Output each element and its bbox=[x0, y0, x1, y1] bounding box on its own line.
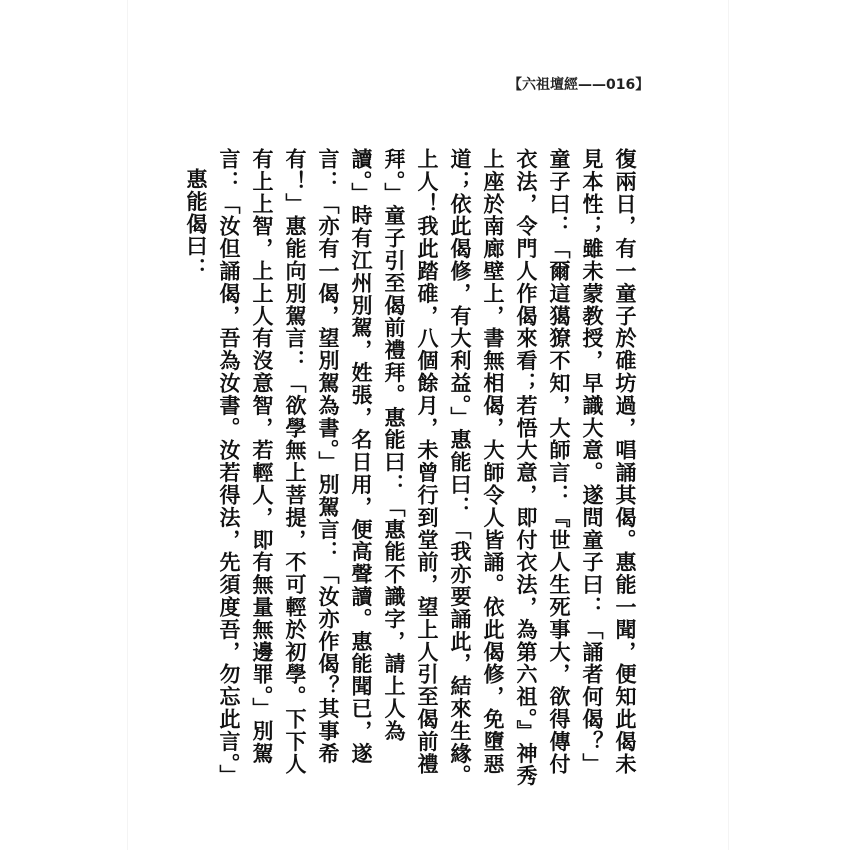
narrative-paragraph: 復兩日，有一童子於碓坊過，唱誦其偈。惠能一聞，便知此偈未見本性；雖未蒙教授，早識大意。遂問童子曰：「誦者何偈？」童子曰：「爾這獦獠不知，大師言：『世人生死事大，欲得傳付衣法，令門人作偈來看；若悟大意，即付衣法，為第六祖。』神秀上座於南廊壁上，書無相偈，大師令人皆誦。依此偈修，免墮惡道；依此偈修，有大利益。」惠能曰：「我亦要誦此，結來生緣。上人！我此踏碓，八個餘月，未曾行到堂前，望上人引至偈前禮拜。」童子引至偈前禮拜。惠能曰：「惠能不識字，請上人為讀。」時有江州別駕，姓張，名日用，便高聲讀。惠能聞已，遂言：「亦有一偈，望別駕為書。」別駕言：「汝亦作偈？其事希有！」惠能向別駕言：「欲學無上菩提，不可輕於初學。下下人有上上智，上上人有沒意智，若輕人，即有無量無邊罪。」別駕言：「汝但誦偈，吾為汝書。汝若得法，先須度吾，勿忘此言。」 bbox=[217, 148, 638, 788]
verse-introduction: 惠能偈曰： bbox=[184, 168, 209, 280]
main-text bbox=[184, 148, 642, 788]
running-header: 【六祖壇經——016】 bbox=[508, 77, 650, 93]
